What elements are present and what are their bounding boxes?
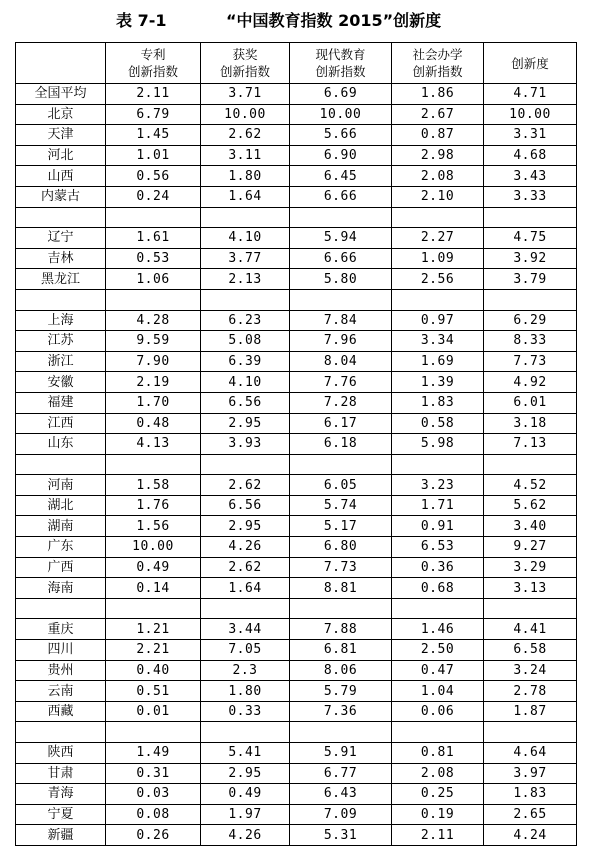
value-cell: 0.53	[106, 248, 201, 269]
column-header-line: 创新指数	[412, 64, 463, 79]
value-cell: 5.91	[290, 743, 392, 764]
region-cell: 内蒙古	[16, 186, 106, 207]
empty-cell	[16, 289, 106, 310]
value-cell: 6.53	[392, 537, 484, 558]
value-cell: 2.78	[484, 681, 577, 702]
value-cell: 7.05	[201, 640, 290, 661]
empty-cell	[392, 722, 484, 743]
value-cell: 2.21	[106, 640, 201, 661]
value-cell: 0.31	[106, 763, 201, 784]
table-row	[16, 434, 577, 455]
table-row	[16, 516, 577, 537]
value-cell: 3.13	[484, 578, 577, 599]
value-cell: 2.27	[392, 228, 484, 249]
value-cell: 1.76	[106, 495, 201, 516]
empty-cell	[16, 598, 106, 619]
value-cell: 5.08	[201, 331, 290, 352]
value-cell: 5.62	[484, 495, 577, 516]
value-cell: 1.80	[201, 166, 290, 187]
region-cell: 海南	[16, 578, 106, 599]
value-cell: 1.80	[201, 681, 290, 702]
value-cell: 3.23	[392, 475, 484, 496]
value-cell: 9.27	[484, 537, 577, 558]
column-header	[16, 43, 106, 84]
value-cell: 5.17	[290, 516, 392, 537]
value-cell: 7.73	[290, 557, 392, 578]
empty-cell	[16, 722, 106, 743]
value-cell: 3.18	[484, 413, 577, 434]
value-cell: 0.40	[106, 660, 201, 681]
value-cell: 4.10	[201, 228, 290, 249]
value-cell: 2.98	[392, 145, 484, 166]
region-cell: 浙江	[16, 351, 106, 372]
region-cell: 河南	[16, 475, 106, 496]
region-cell: 江苏	[16, 331, 106, 352]
value-cell: 6.01	[484, 392, 577, 413]
region-cell: 山东	[16, 434, 106, 455]
value-cell: 5.80	[290, 269, 392, 290]
value-cell: 6.56	[201, 495, 290, 516]
value-cell: 0.25	[392, 784, 484, 805]
value-cell: 1.21	[106, 619, 201, 640]
value-cell: 0.87	[392, 125, 484, 146]
column-header-line: 创新指数	[219, 64, 270, 79]
value-cell: 0.19	[392, 804, 484, 825]
value-cell: 2.13	[201, 269, 290, 290]
value-cell: 8.04	[290, 351, 392, 372]
empty-cell	[201, 598, 290, 619]
value-cell: 6.56	[201, 392, 290, 413]
value-cell: 6.79	[106, 104, 201, 125]
value-cell: 0.97	[392, 310, 484, 331]
value-cell: 8.81	[290, 578, 392, 599]
value-cell: 2.62	[201, 557, 290, 578]
value-cell: 8.06	[290, 660, 392, 681]
value-cell: 6.17	[290, 413, 392, 434]
empty-cell	[290, 722, 392, 743]
value-cell: 7.84	[290, 310, 392, 331]
value-cell: 6.80	[290, 537, 392, 558]
value-cell: 3.43	[484, 166, 577, 187]
value-cell: 7.88	[290, 619, 392, 640]
empty-cell	[201, 289, 290, 310]
value-cell: 3.77	[201, 248, 290, 269]
value-cell: 7.73	[484, 351, 577, 372]
value-cell: 6.66	[290, 248, 392, 269]
empty-cell	[106, 289, 201, 310]
table-row	[16, 145, 577, 166]
table-row	[16, 248, 577, 269]
value-cell: 6.66	[290, 186, 392, 207]
empty-cell	[290, 598, 392, 619]
table-row	[16, 331, 577, 352]
value-cell: 6.29	[484, 310, 577, 331]
value-cell: 0.24	[106, 186, 201, 207]
value-cell: 2.56	[392, 269, 484, 290]
value-cell: 1.56	[106, 516, 201, 537]
value-cell: 7.28	[290, 392, 392, 413]
value-cell: 0.01	[106, 701, 201, 722]
table-row	[16, 537, 577, 558]
empty-cell	[484, 598, 577, 619]
region-cell: 天津	[16, 125, 106, 146]
value-cell: 1.01	[106, 145, 201, 166]
table-row	[16, 825, 577, 846]
region-cell: 吉林	[16, 248, 106, 269]
value-cell: 1.06	[106, 269, 201, 290]
value-cell: 5.74	[290, 495, 392, 516]
region-cell: 福建	[16, 392, 106, 413]
value-cell: 2.67	[392, 104, 484, 125]
table-row	[16, 619, 577, 640]
empty-cell	[106, 207, 201, 228]
empty-cell	[290, 454, 392, 475]
region-cell: 云南	[16, 681, 106, 702]
value-cell: 1.49	[106, 743, 201, 764]
region-cell: 青海	[16, 784, 106, 805]
value-cell: 5.41	[201, 743, 290, 764]
column-header	[392, 43, 484, 84]
value-cell: 1.45	[106, 125, 201, 146]
table-row	[16, 351, 577, 372]
value-cell: 3.33	[484, 186, 577, 207]
region-cell: 四川	[16, 640, 106, 661]
table-row	[16, 104, 577, 125]
empty-cell	[484, 722, 577, 743]
region-cell: 安徽	[16, 372, 106, 393]
value-cell: 0.58	[392, 413, 484, 434]
table-row	[16, 495, 577, 516]
value-cell: 0.14	[106, 578, 201, 599]
region-cell: 广东	[16, 537, 106, 558]
region-cell: 宁夏	[16, 804, 106, 825]
value-cell: 3.44	[201, 619, 290, 640]
table-row	[16, 784, 577, 805]
table-row	[16, 269, 577, 290]
table-row	[16, 557, 577, 578]
value-cell: 5.79	[290, 681, 392, 702]
value-cell: 1.46	[392, 619, 484, 640]
value-cell: 3.24	[484, 660, 577, 681]
region-cell: 湖北	[16, 495, 106, 516]
innovation-index-table	[15, 42, 577, 846]
value-cell: 3.97	[484, 763, 577, 784]
value-cell: 1.69	[392, 351, 484, 372]
group-separator-row	[16, 598, 577, 619]
value-cell: 0.51	[106, 681, 201, 702]
empty-cell	[201, 722, 290, 743]
table-title: “中国教育指数 2015”创新度	[226, 11, 442, 30]
group-separator-row	[16, 722, 577, 743]
value-cell: 8.33	[484, 331, 577, 352]
value-cell: 2.50	[392, 640, 484, 661]
value-cell: 7.90	[106, 351, 201, 372]
value-cell: 1.09	[392, 248, 484, 269]
value-cell: 10.00	[290, 104, 392, 125]
value-cell: 1.87	[484, 701, 577, 722]
value-cell: 2.95	[201, 413, 290, 434]
column-header-line: 专利	[140, 47, 166, 62]
region-cell: 甘肃	[16, 763, 106, 784]
value-cell: 2.11	[392, 825, 484, 846]
value-cell: 1.70	[106, 392, 201, 413]
region-cell: 上海	[16, 310, 106, 331]
value-cell: 1.39	[392, 372, 484, 393]
value-cell: 6.69	[290, 84, 392, 105]
group-separator-row	[16, 207, 577, 228]
value-cell: 1.83	[392, 392, 484, 413]
table-number: 表 7-1	[116, 11, 167, 30]
table-row	[16, 743, 577, 764]
column-header	[201, 43, 290, 84]
table-row	[16, 186, 577, 207]
value-cell: 7.09	[290, 804, 392, 825]
table-row	[16, 804, 577, 825]
value-cell: 0.08	[106, 804, 201, 825]
value-cell: 7.13	[484, 434, 577, 455]
value-cell: 1.61	[106, 228, 201, 249]
value-cell: 2.95	[201, 516, 290, 537]
region-cell: 辽宁	[16, 228, 106, 249]
value-cell: 4.52	[484, 475, 577, 496]
empty-cell	[106, 722, 201, 743]
column-header-line: 创新度	[511, 55, 549, 71]
value-cell: 3.31	[484, 125, 577, 146]
value-cell: 2.62	[201, 475, 290, 496]
column-header-line: 创新指数	[315, 64, 366, 79]
value-cell: 5.66	[290, 125, 392, 146]
empty-cell	[290, 289, 392, 310]
value-cell: 0.06	[392, 701, 484, 722]
value-cell: 6.90	[290, 145, 392, 166]
value-cell: 10.00	[106, 537, 201, 558]
value-cell: 1.97	[201, 804, 290, 825]
value-cell: 0.56	[106, 166, 201, 187]
value-cell: 0.68	[392, 578, 484, 599]
region-cell: 陕西	[16, 743, 106, 764]
table-row	[16, 372, 577, 393]
value-cell: 4.26	[201, 537, 290, 558]
value-cell: 6.23	[201, 310, 290, 331]
value-cell: 5.31	[290, 825, 392, 846]
table-row	[16, 310, 577, 331]
empty-cell	[484, 289, 577, 310]
empty-cell	[16, 207, 106, 228]
value-cell: 4.10	[201, 372, 290, 393]
table-row	[16, 763, 577, 784]
empty-cell	[106, 598, 201, 619]
value-cell: 6.81	[290, 640, 392, 661]
value-cell: 2.65	[484, 804, 577, 825]
empty-cell	[106, 454, 201, 475]
table-row	[16, 475, 577, 496]
value-cell: 4.71	[484, 84, 577, 105]
region-cell: 重庆	[16, 619, 106, 640]
value-cell: 2.62	[201, 125, 290, 146]
value-cell: 0.26	[106, 825, 201, 846]
value-cell: 3.92	[484, 248, 577, 269]
value-cell: 3.79	[484, 269, 577, 290]
column-header-line: 社会办学	[412, 47, 463, 62]
empty-cell	[201, 454, 290, 475]
table-row	[16, 413, 577, 434]
value-cell: 1.71	[392, 495, 484, 516]
value-cell: 0.36	[392, 557, 484, 578]
value-cell: 6.18	[290, 434, 392, 455]
table-row	[16, 681, 577, 702]
value-cell: 1.04	[392, 681, 484, 702]
region-cell: 全国平均	[16, 84, 106, 105]
region-cell: 贵州	[16, 660, 106, 681]
value-cell: 5.98	[392, 434, 484, 455]
empty-cell	[392, 289, 484, 310]
value-cell: 1.58	[106, 475, 201, 496]
region-cell: 广西	[16, 557, 106, 578]
value-cell: 10.00	[484, 104, 577, 125]
region-cell: 江西	[16, 413, 106, 434]
empty-cell	[16, 454, 106, 475]
group-separator-row	[16, 454, 577, 475]
value-cell: 2.95	[201, 763, 290, 784]
empty-cell	[392, 454, 484, 475]
value-cell: 6.77	[290, 763, 392, 784]
value-cell: 1.86	[392, 84, 484, 105]
region-cell: 新疆	[16, 825, 106, 846]
empty-cell	[392, 207, 484, 228]
table-caption	[0, 6, 589, 36]
value-cell: 0.49	[201, 784, 290, 805]
value-cell: 6.05	[290, 475, 392, 496]
value-cell: 3.34	[392, 331, 484, 352]
value-cell: 0.91	[392, 516, 484, 537]
table-row	[16, 166, 577, 187]
value-cell: 4.24	[484, 825, 577, 846]
table-body	[16, 84, 577, 846]
table-row	[16, 228, 577, 249]
region-cell: 黑龙江	[16, 269, 106, 290]
table-row	[16, 660, 577, 681]
value-cell: 6.58	[484, 640, 577, 661]
value-cell: 0.03	[106, 784, 201, 805]
value-cell: 1.64	[201, 578, 290, 599]
value-cell: 3.40	[484, 516, 577, 537]
region-cell: 山西	[16, 166, 106, 187]
table-row	[16, 701, 577, 722]
value-cell: 5.94	[290, 228, 392, 249]
region-cell: 北京	[16, 104, 106, 125]
empty-cell	[484, 207, 577, 228]
value-cell: 7.36	[290, 701, 392, 722]
empty-cell	[484, 454, 577, 475]
value-cell: 4.28	[106, 310, 201, 331]
value-cell: 7.96	[290, 331, 392, 352]
column-header-line: 获奖	[232, 47, 258, 62]
value-cell: 3.29	[484, 557, 577, 578]
table-row	[16, 125, 577, 146]
value-cell: 3.11	[201, 145, 290, 166]
table-row	[16, 84, 577, 105]
value-cell: 2.3	[201, 660, 290, 681]
value-cell: 6.43	[290, 784, 392, 805]
column-header	[484, 43, 577, 84]
value-cell: 4.13	[106, 434, 201, 455]
column-header	[106, 43, 201, 84]
empty-cell	[392, 598, 484, 619]
value-cell: 0.81	[392, 743, 484, 764]
value-cell: 2.19	[106, 372, 201, 393]
value-cell: 4.64	[484, 743, 577, 764]
value-cell: 2.08	[392, 166, 484, 187]
value-cell: 0.47	[392, 660, 484, 681]
value-cell: 7.76	[290, 372, 392, 393]
value-cell: 0.49	[106, 557, 201, 578]
region-cell: 湖南	[16, 516, 106, 537]
region-cell: 西藏	[16, 701, 106, 722]
value-cell: 10.00	[201, 104, 290, 125]
value-cell: 2.08	[392, 763, 484, 784]
value-cell: 4.68	[484, 145, 577, 166]
empty-cell	[290, 207, 392, 228]
column-header-line: 创新指数	[127, 64, 178, 79]
value-cell: 4.26	[201, 825, 290, 846]
value-cell: 0.48	[106, 413, 201, 434]
value-cell: 1.64	[201, 186, 290, 207]
column-header	[290, 43, 392, 84]
value-cell: 4.41	[484, 619, 577, 640]
value-cell: 6.39	[201, 351, 290, 372]
value-cell: 3.93	[201, 434, 290, 455]
column-header-line: 现代教育	[315, 47, 366, 62]
value-cell: 3.71	[201, 84, 290, 105]
value-cell: 4.75	[484, 228, 577, 249]
value-cell: 2.11	[106, 84, 201, 105]
table-row	[16, 640, 577, 661]
table-row	[16, 392, 577, 413]
value-cell: 9.59	[106, 331, 201, 352]
value-cell: 1.83	[484, 784, 577, 805]
group-separator-row	[16, 289, 577, 310]
value-cell: 0.33	[201, 701, 290, 722]
region-cell: 河北	[16, 145, 106, 166]
table-row	[16, 578, 577, 599]
value-cell: 6.45	[290, 166, 392, 187]
value-cell: 2.10	[392, 186, 484, 207]
empty-cell	[201, 207, 290, 228]
header-row	[16, 43, 577, 84]
value-cell: 4.92	[484, 372, 577, 393]
